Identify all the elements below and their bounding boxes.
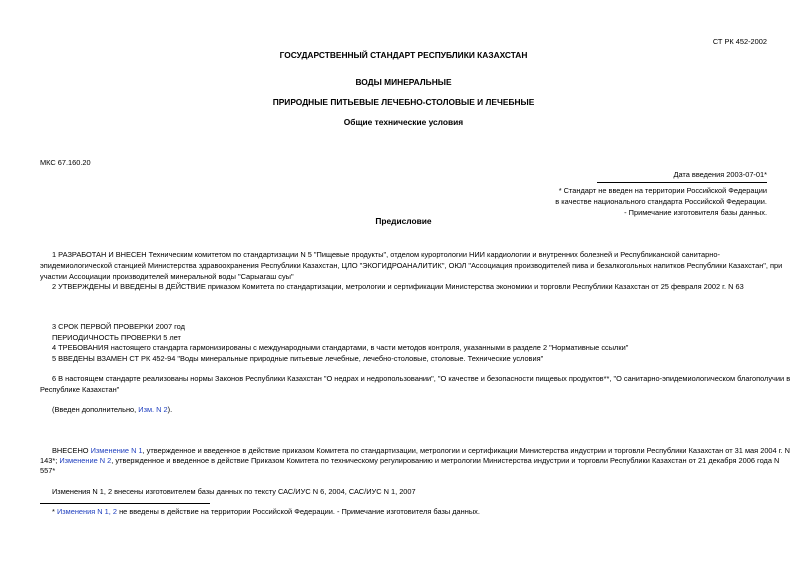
amendments-prefix: ВНЕСЕНО bbox=[52, 446, 91, 455]
mks-code: МКС 67.160.20 bbox=[40, 158, 91, 167]
amendment-2-text: , утвержденное и введенное в действие Приказом Комитета по техническому регулированию и метрологии Министерства индустрии и торговли Республики Казахстан от 21 декабря 2006 года N bbox=[111, 456, 780, 465]
foreword-item-6-line-2: Республике Казахстан" bbox=[40, 385, 120, 394]
foreword-item-5: 5 ВВЕДЕНЫ ВЗАМЕН СТ РК 452-94 "Воды минеральные природные питьевые лечебные, лечебно-столовые, столовые. Технические условия" bbox=[52, 354, 544, 363]
foreword-item-2: 2 УТВЕРЖДЕНЫ И ВВЕДЕНЫ В ДЕЙСТВИЕ приказом Комитета по стандартизации, метрологии и сертификации Министерства экономики и торговли Республики Казахстан от 25 февраля 2002 г. N 63 bbox=[52, 282, 744, 291]
foreword-item-1-line-3: участии Ассоциации производителей минеральной воды "Сарыагаш суы" bbox=[40, 272, 294, 281]
added-note-suffix: ). bbox=[167, 405, 173, 414]
amendment-2-link-secondary[interactable]: Изменение N 2 bbox=[59, 456, 112, 465]
subtitle: Общие технические условия bbox=[343, 117, 464, 127]
changes-note: Изменения N 1, 2 внесены изготовителем базы данных по тексту САС/ИУС N 6, 2004, САС/ИУС N 1, 2007 bbox=[52, 487, 416, 496]
foreword-item-1-line-1: 1 РАЗРАБОТАН И ВНЕСЕН Техническим комитетом по стандартизации N 5 "Пищевые продукты", отделом курортологии НИИ кардиологии и внутренних болезней и Республиканской санитарно- bbox=[52, 250, 720, 259]
document-code: СТ РК 452-2002 bbox=[712, 37, 767, 46]
footnote-prefix: * bbox=[52, 507, 57, 516]
top-note-divider bbox=[597, 182, 767, 183]
added-note-prefix: (Введен дополнительно, bbox=[52, 405, 139, 414]
amendments-line-2 bbox=[40, 456, 807, 465]
top-note-line-1: * Стандарт не введен на территории Российской Федерации bbox=[558, 186, 767, 195]
foreword-item-6-line-1: 6 В настоящем стандарте реализованы нормы Законов Республики Казахстан "О недрах и недропользовании", "О качестве и безопасности пищевых продуктов**, "О санитарно-эпидемиологическом благополучии в bbox=[52, 374, 791, 383]
foreword-heading: Предисловие bbox=[375, 216, 432, 226]
footnote-divider bbox=[40, 503, 210, 504]
foreword-item-3-periodicity: ПЕРИОДИЧНОСТЬ ПРОВЕРКИ 5 лет bbox=[52, 333, 181, 342]
foreword-item-1-line-2: эпидемиологической станцией Министерства здравоохранения Республики Казахстан, ЦЛО "ЭКОГИДРОАНАЛИТИК", ОЮЛ "Ассоциация производителей пива и безалкогольных напитков Республики Казахстан", при bbox=[40, 261, 783, 270]
amendment-1-text: , утвержденное и введенное в действие приказом Комитета по стандартизации, метрологии и сертификации Министерства индустрии и торговли Республики Казахстан от 31 мая 2004 г. N bbox=[142, 446, 790, 455]
amendment-2-link[interactable]: Изм. N 2 bbox=[138, 405, 168, 414]
footnote bbox=[52, 507, 480, 516]
introduction-date: Дата введения 2003-07-01* bbox=[673, 170, 767, 179]
state-standard-heading: ГОСУДАРСТВЕННЫЙ СТАНДАРТ РЕСПУБЛИКИ КАЗАХСТАН bbox=[279, 50, 528, 60]
top-note-line-3: - Примечание изготовителя базы данных. bbox=[624, 208, 767, 217]
amendment-1-link[interactable]: Изменение N 1 bbox=[90, 446, 143, 455]
amendments-line-3: 557* bbox=[40, 466, 56, 475]
amendment-1-number: 143*; bbox=[40, 456, 60, 465]
amendments-line-1 bbox=[52, 446, 807, 455]
title-line-2: ПРИРОДНЫЕ ПИТЬЕВЫЕ ЛЕЧЕБНО-СТОЛОВЫЕ И ЛЕЧЕБНЫЕ bbox=[272, 97, 535, 107]
title-line-1: ВОДЫ МИНЕРАЛЬНЫЕ bbox=[355, 77, 452, 87]
footnote-suffix: не введены в действие на территории Российской Федерации. - Примечание изготовителя базы данных. bbox=[117, 507, 480, 516]
added-note bbox=[52, 405, 172, 414]
top-note-line-2: в качестве национального стандарта Российской Федерации. bbox=[555, 197, 767, 206]
foreword-item-4: 4 ТРЕБОВАНИЯ настоящего стандарта гармонизированы с международными стандартами, в части методов контроля, указанными в разделе 2 "Нормативные ссылки" bbox=[52, 343, 629, 352]
amendments-1-2-link[interactable]: Изменения N 1, 2 bbox=[56, 507, 118, 516]
foreword-item-3: 3 СРОК ПЕРВОЙ ПРОВЕРКИ 2007 год bbox=[52, 322, 185, 331]
